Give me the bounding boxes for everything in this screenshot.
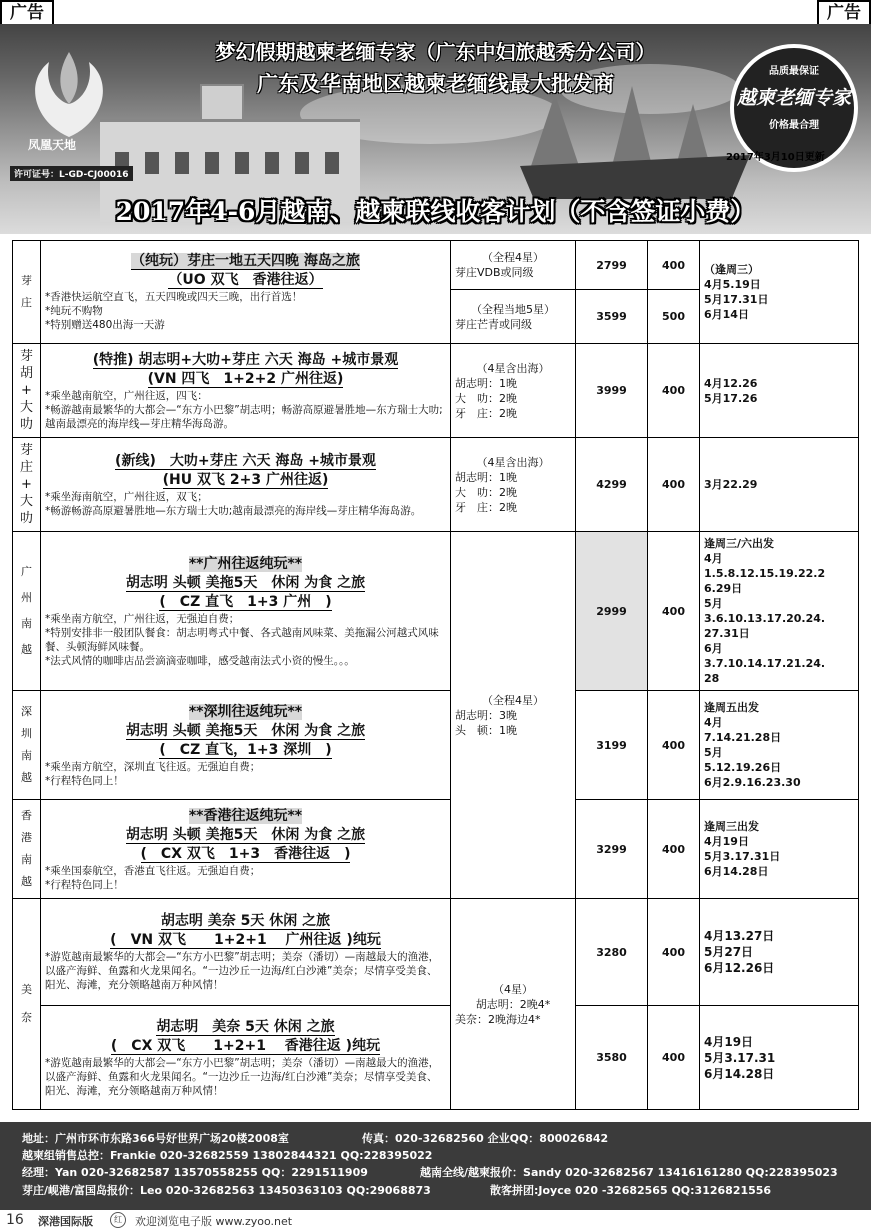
- table-row: [13, 899, 859, 1006]
- route-title: 胡志明 美奈 5天 休闲 之旅: [156, 1018, 335, 1035]
- route-flight: （UO 双飞 香港往返）: [168, 272, 323, 288]
- itinerary-cell: [41, 1006, 451, 1110]
- table-row: [13, 438, 859, 532]
- table-row: [13, 344, 859, 438]
- route-subtitle: **香港往返纯玩**: [188, 807, 303, 824]
- headline-tagline: 广东及华南地区越柬老缅线最大批发商: [257, 72, 614, 96]
- departure-dates-cell: 逢周三出发 4月19日 5月3.17.31日 6月14.28日: [700, 800, 859, 899]
- child-price-cell: 400: [648, 899, 700, 1006]
- route-note: *纯玩不购物: [45, 305, 103, 317]
- brand-icon: 红: [110, 1212, 126, 1228]
- update-date: 2017年3月10日更新: [726, 152, 825, 163]
- itinerary-cell: [41, 344, 451, 438]
- logo-name: 凤凰天地: [28, 138, 77, 152]
- price-cell: 2799: [576, 241, 648, 290]
- header-banner: [0, 24, 871, 234]
- route-note: *乘坐越南航空，广州往返，四飞：: [45, 389, 208, 402]
- route-title: (新线) 大叻+芽庄 六天 海岛 +城市景观: [115, 452, 376, 469]
- route-title: 胡志明 头顿 美拖5天 休闲 为食 之旅: [125, 826, 366, 843]
- child-price-cell: 400: [648, 241, 700, 290]
- route-subtitle: **广州往返纯玩**: [188, 555, 303, 572]
- destination-cell: 深 圳 南 越: [13, 691, 41, 800]
- destination-cell: 广 州 南 越: [13, 532, 41, 691]
- destination-cell: 芽 庄: [13, 241, 41, 344]
- price-cell: 2999: [576, 532, 648, 691]
- price-cell: 4299: [576, 438, 648, 532]
- hotel-cell: （全程4星） 胡志明：3晚 头 顿：1晚: [451, 532, 576, 899]
- itinerary-cell: [41, 800, 451, 899]
- departure-dates-cell: 3月22.29: [700, 438, 859, 532]
- route-flight: ( CZ 直飞 1+3 广州 ): [159, 593, 332, 610]
- seal-top-text: 品质最保证: [769, 66, 819, 77]
- route-note: *畅游畅游高原避暑胜地—东方瑞士大叻;越南最漂亮的海岸线—芽庄精华海岛游。: [45, 504, 422, 517]
- route-note: *行程特色同上！: [45, 774, 124, 787]
- route-title: 胡志明 头顿 美拖5天 休闲 为食 之旅: [125, 574, 366, 591]
- route-flight: ( CX 双飞 1+2+1 香港往返 )纯玩: [110, 1037, 381, 1054]
- route-note: *乘坐海南航空，广州往返，双飞；: [45, 490, 208, 503]
- route-flight: ( CZ 直飞，1+3 深圳 ): [159, 741, 332, 758]
- route-note: *香港快运航空直飞，五天四晚或四天三晚，出行首选！: [45, 291, 303, 303]
- headline-company: 梦幻假期越柬老缅专家（广东中妇旅越秀分公司）: [215, 40, 656, 64]
- table-row: [13, 800, 859, 899]
- hotel-cell: （全程当地5星） 芽庄芒青或同级: [451, 290, 576, 344]
- ad-label-right: 广告: [817, 0, 871, 28]
- footer-fax: 传真：020-32682560 企业QQ：800026842: [362, 1132, 609, 1145]
- page-number: 16: [6, 1212, 24, 1228]
- contact-footer: [0, 1122, 871, 1210]
- route-note: *乘坐国泰航空，香港直飞往返。无强迫自费；: [45, 864, 261, 877]
- destination-cell: 美 奈: [13, 899, 41, 1110]
- route-flight: ( CX 双飞 1+3 香港往返 ): [140, 845, 351, 862]
- table-row: [13, 532, 859, 691]
- price-cell: 3299: [576, 800, 648, 899]
- destination-cell: 香 港 南 越: [13, 800, 41, 899]
- route-note: *乘坐南方航空，深圳直飞往返。无强迫自费；: [45, 760, 261, 773]
- destination-cell: 芽 胡 + 大 叻: [13, 344, 41, 438]
- route-title: 胡志明 头顿 美拖5天 休闲 为食 之旅: [125, 722, 366, 739]
- edition-name: 深港国际版: [38, 1215, 93, 1228]
- route-note: *乘坐南方航空，广州往返，无强迫自费；: [45, 612, 240, 625]
- itinerary-cell: [41, 438, 451, 532]
- route-note: *行程特色同上！: [45, 878, 124, 891]
- table-row: [13, 691, 859, 800]
- seal-bottom-text: 价格最合理: [769, 120, 819, 131]
- route-note: *特别安排非一般团队餐食：胡志明粤式中餐、各式越南风味菜、美拖漏公河越式风味餐、头顿海鲜风味餐。: [45, 626, 439, 653]
- footer-director: 越柬组销售总控：Frankie 020-32682559 13802844321 QQ:228395022: [22, 1149, 433, 1162]
- itinerary-cell: [41, 899, 451, 1006]
- sail-illustration: [676, 104, 710, 166]
- price-cell: 3280: [576, 899, 648, 1006]
- departure-dates-cell: （逢周三） 4月5.19日 5月17.31日 6月14日: [700, 241, 859, 344]
- hotel-cell: （4星含出海） 胡志明：1晚 大 叻：2晚 牙 庄：2晚: [451, 344, 576, 438]
- welcome-link[interactable]: 欢迎浏览电子版 www.zyoo.net: [135, 1215, 293, 1228]
- page-footer: [0, 1210, 871, 1230]
- departure-dates-cell: 逢周三/六出发 4月 1.5.8.12.15.19.22.2 6.29日 5月 3.6.10.13.17.20.24. 27.31日 6月 3.7.10.14.17.21.24. 28: [700, 532, 859, 691]
- page-title: 2017年4-6月越南、越柬联线收客计划（不含签证小费）: [115, 197, 756, 226]
- price-cell: 3999: [576, 344, 648, 438]
- hotel-cell: （全程4星） 芽庄VDB或同级: [451, 241, 576, 290]
- itinerary-cell: [41, 691, 451, 800]
- route-title: (特推) 胡志明+大叻+芽庄 六天 海岛 +城市景观: [92, 351, 399, 368]
- route-title: （纯玩）芽庄一地五天四晚 海岛之旅: [131, 253, 360, 269]
- departure-dates-cell: 4月12.26 5月17.26: [700, 344, 859, 438]
- footer-nhatrang: 芽庄/岘港/富国岛报价：Leo 020-32682563 13450363103 QQ:29068873: [22, 1184, 431, 1197]
- route-note: *游览越南最繁华的大都会—“东方小巴黎”胡志明；美奈（潘切）—南越最大的渔港，以盛产海鲜、鱼露和火龙果闻名。“一边沙丘一边海/红白沙滩”美奈；尽情享受美食、阳光、海滩，充分领略越南万种风情！: [45, 1056, 440, 1097]
- child-price-cell: 400: [648, 800, 700, 899]
- child-price-cell: 400: [648, 344, 700, 438]
- itinerary-cell: [41, 241, 451, 344]
- departure-dates-cell: 4月13.27日 5月27日 6月12.26日: [700, 899, 859, 1006]
- table-row: [13, 1006, 859, 1110]
- route-subtitle: **深圳往返纯玩**: [188, 703, 303, 720]
- price-cell: 3580: [576, 1006, 648, 1110]
- route-note: *游览越南最繁华的大都会—“东方小巴黎”胡志明；美奈（潘切）—南越最大的渔港，以盛产海鲜、鱼露和火龙果闻名。“一边沙丘一边海/红白沙滩”美奈；尽情享受美食、阳光、海滩，充分领略越南万种风情！: [45, 951, 440, 991]
- footer-group: 散客拼团:Joyce 020 -32682565 QQ:3126821556: [490, 1184, 772, 1197]
- seal-main-text: 越柬老缅专家: [736, 87, 851, 109]
- tour-schedule-table: [12, 240, 859, 1110]
- itinerary-cell: [41, 532, 451, 691]
- child-price-cell: 400: [648, 1006, 700, 1110]
- destination-cell: 芽 庄 + 大 叻: [13, 438, 41, 532]
- footer-quote: 越南全线/越柬报价：Sandy 020-32682567 13416161280 QQ:228395023: [420, 1166, 838, 1179]
- route-flight: (HU 双飞 2+3 广州往返): [162, 471, 329, 488]
- route-note: *法式风情的咖啡店品尝滴滴壶咖啡，感受越南法式小资的慢生。。。: [45, 654, 355, 667]
- hotel-cell: （4星） 胡志明：2晚4* 美奈：2晚海边4*: [451, 899, 576, 1110]
- route-note: *畅游越南最繁华的大都会—“东方小巴黎”胡志明；畅游高原避暑胜地—东方瑞士大叻;越南最漂亮的海岸线—芽庄精华海岛游。: [45, 403, 443, 430]
- route-flight: (VN 四飞 1+2+2 广州往返): [147, 370, 344, 387]
- route-title: 胡志明 美奈 5天 休闲 之旅: [160, 913, 331, 929]
- footer-manager: 经理：Yan 020-32682587 13570558255 QQ：2291511909: [22, 1166, 368, 1179]
- departure-dates-cell: 4月19日 5月3.17.31 6月14.28日: [700, 1006, 859, 1110]
- departure-dates-cell: 逢周五出发 4月 7.14.21.28日 5月 5.12.19.26日 6月2.9.16.23.30: [700, 691, 859, 800]
- price-cell: 3199: [576, 691, 648, 800]
- price-cell: 3599: [576, 290, 648, 344]
- child-price-cell: 400: [648, 691, 700, 800]
- child-price-cell: 400: [648, 438, 700, 532]
- license-number: 许可证号：L-GD-CJ00016: [10, 166, 133, 181]
- child-price-cell: 500: [648, 290, 700, 344]
- child-price-cell: 400: [648, 532, 700, 691]
- hotel-cell: （4星含出海） 胡志明：1晚 大 叻：2晚 牙 庄：2晚: [451, 438, 576, 532]
- route-note: *特别赠送480出海一天游: [45, 319, 165, 331]
- route-flight: ( VN 双飞 1+2+1 广州往返 )纯玩: [110, 932, 381, 948]
- table-row: [13, 241, 859, 290]
- ad-label-left: 广告: [0, 0, 54, 28]
- footer-address: 地址：广州市环市东路366号好世界广场20楼2008室: [22, 1132, 289, 1145]
